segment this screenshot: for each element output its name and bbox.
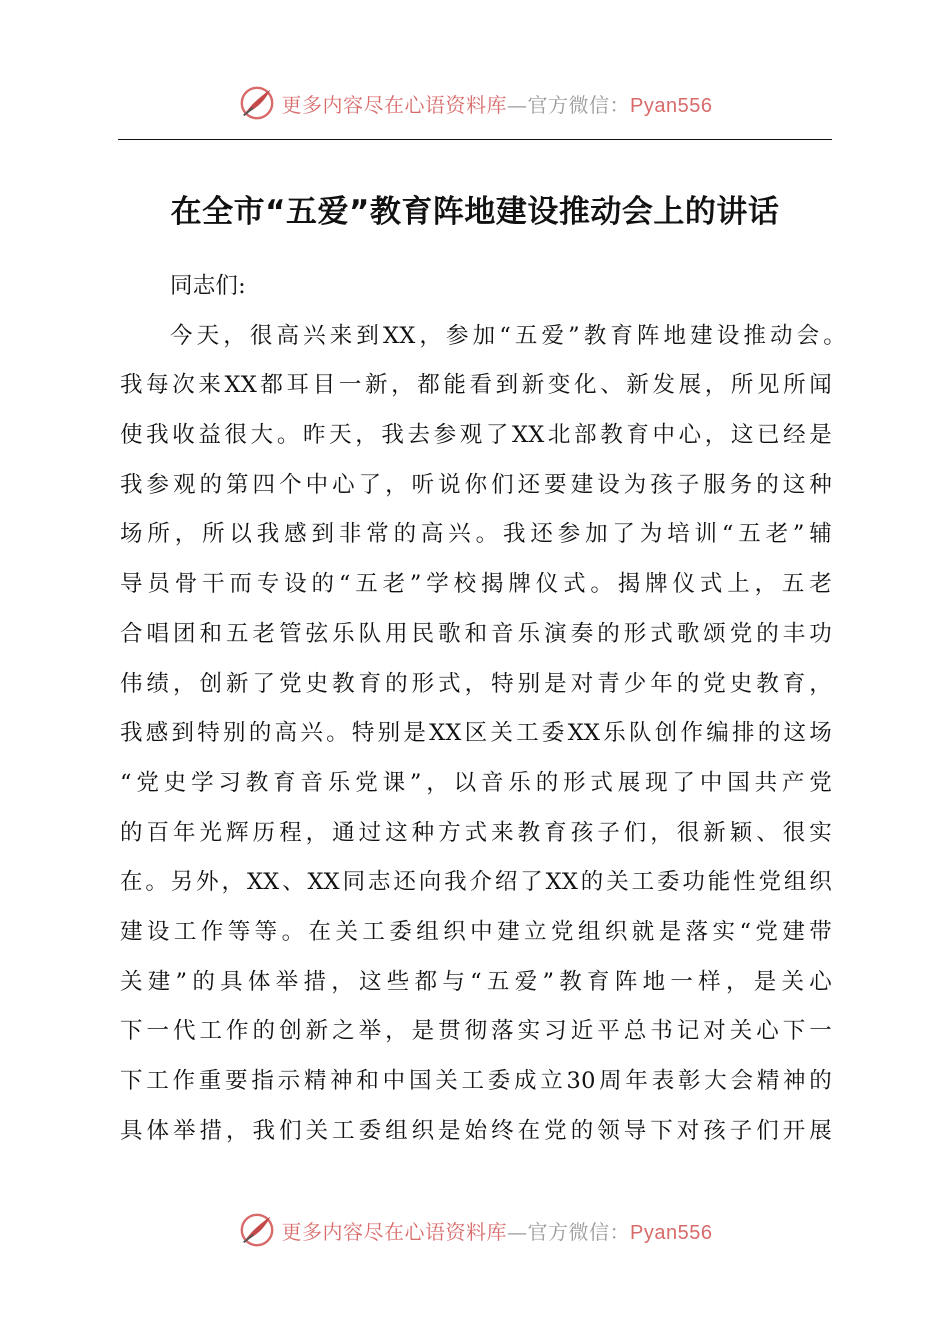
header-banner-main: 更多内容尽在心语资料库 xyxy=(281,92,508,117)
paragraph-line: 导员骨干而专设的“五老”学校揭牌仪式。揭牌仪式上，五老 xyxy=(120,571,832,598)
document-title: 在全市“五爱”教育阵地建设推动会上的讲话 xyxy=(170,194,780,230)
paragraph-line: 具体举措，我们关工委组织是始终在党的领导下对孩子们开展 xyxy=(120,1117,832,1144)
paragraph-line: 我参观的第四个中心了，听说你们还要建设为孩子服务的这种 xyxy=(120,471,832,498)
paragraph-line: 的百年光辉历程，通过这种方式来教育孩子们，很新颖、很实 xyxy=(120,819,832,846)
paragraph-line: 关建”的具体举措，这些都与“五爱”教育阵地一样，是关心 xyxy=(120,968,832,995)
paragraph-line: 伟绩，创新了党史教育的形式，特别是对青少年的党史教育， xyxy=(120,670,832,697)
footer-banner-sep: — xyxy=(507,1219,528,1244)
paragraph-line: 合唱团和五老管弦乐队用民歌和音乐演奏的形式歌颂党的丰功 xyxy=(120,620,832,647)
paragraph-line: 使我收益很大。昨天，我去参观了XX北部教育中心，这已经是 xyxy=(120,422,832,449)
footer-banner-main: 更多内容尽在心语资料库 xyxy=(281,1219,508,1244)
header-banner-text xyxy=(282,89,713,118)
paragraph-line: 今天，很高兴来到XX，参加“五爱”教育阵地建设推动会。 xyxy=(170,322,846,349)
header-banner xyxy=(0,80,950,126)
paragraph-line: 下工作重要指示精神和中国关工委成立30周年表彰大会精神的 xyxy=(120,1068,832,1094)
footer-wechat-id: Pyan556 xyxy=(630,1221,713,1244)
header-divider xyxy=(118,139,832,140)
footer-banner xyxy=(0,1207,950,1253)
paragraph-line: “党史学习教育音乐党课”，以音乐的形式展现了中国共产党 xyxy=(120,769,832,796)
footer-banner-text xyxy=(282,1216,713,1245)
footer-wechat-label: 官方微信： xyxy=(527,1219,631,1244)
salutation: 同志们: xyxy=(170,273,246,299)
paragraph-line: 我每次来XX都耳目一新，都能看到新变化、新发展，所见所闻 xyxy=(120,372,832,399)
document-body xyxy=(120,262,846,1156)
paragraph-line: 在。另外，XX、XX同志还向我介绍了XX的关工委功能性党组织 xyxy=(120,869,832,896)
paragraph-line: 我感到特别的高兴。特别是XX区关工委XX乐队创作编排的这场 xyxy=(120,720,832,747)
quill-logo-icon xyxy=(238,1211,276,1249)
header-banner-sep: — xyxy=(507,92,528,117)
header-wechat-label: 官方微信： xyxy=(527,92,631,117)
quill-logo-icon xyxy=(238,84,276,122)
header-wechat-id: Pyan556 xyxy=(630,94,713,117)
paragraph-line: 下一代工作的创新之举，是贯彻落实习近平总书记对关心下一 xyxy=(120,1018,832,1045)
paragraph-line: 场所，所以我感到非常的高兴。我还参加了为培训“五老”辅 xyxy=(120,521,832,548)
paragraph-line: 建设工作等等。在关工委组织中建立党组织就是落实“党建带 xyxy=(120,918,832,945)
